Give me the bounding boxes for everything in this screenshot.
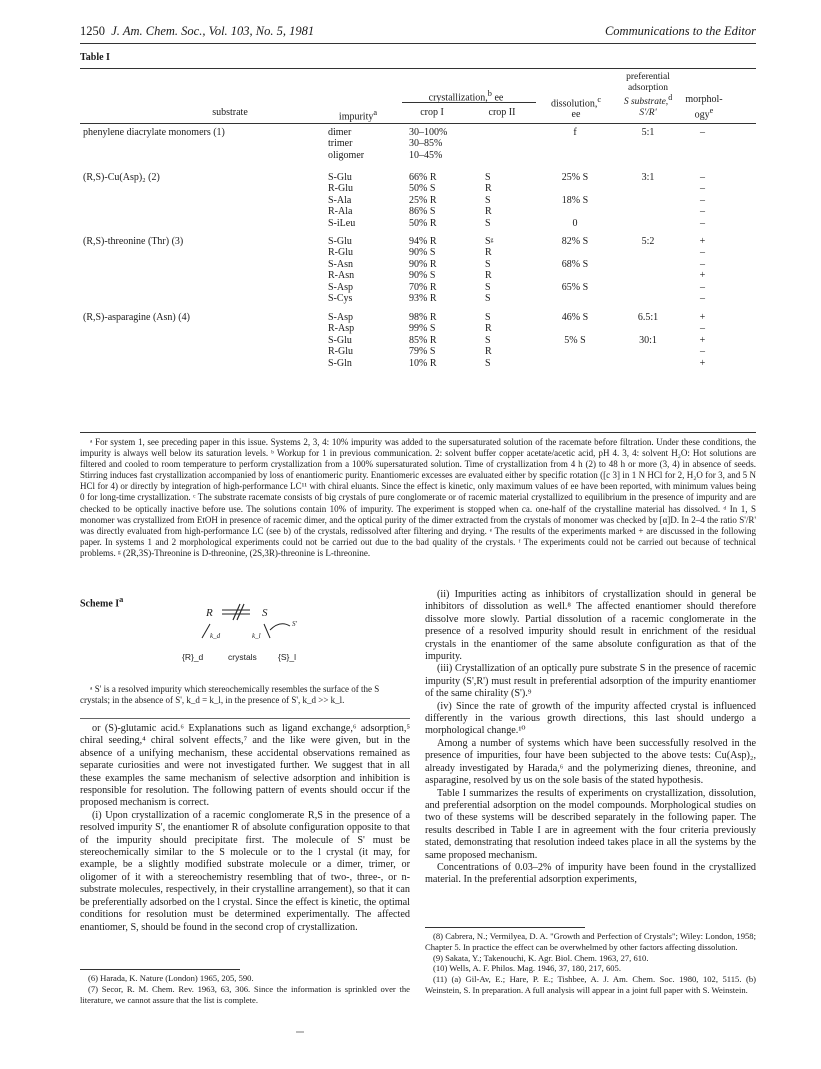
s-prime-arrow: [270, 624, 290, 630]
references-right: [425, 931, 756, 996]
table-cell-crop2: S: [485, 172, 491, 183]
table-cell-impurity: R-Asn: [328, 270, 355, 282]
table-cell-adsorption: [618, 138, 678, 149]
table-cell-adsorption: 5:1: [641, 127, 655, 138]
scheme-label-r: R: [206, 607, 213, 619]
scheme-crystals-label: crystals: [228, 652, 257, 662]
references-left: [80, 973, 410, 1005]
table-cell-adsorption: [618, 358, 678, 369]
table-cell-dissolution: [545, 183, 605, 194]
body-paragraph: Concentrations of 0.03–2% of impurity have been found in the crystallized material. In the preferential adsorption experiments,: [425, 861, 756, 886]
table-cell-crop1: 10% R: [409, 357, 437, 369]
table-cell-impurity: S-Ala: [328, 194, 352, 206]
table-cell-adsorption: 6.5:1: [637, 312, 659, 323]
table-title: Table I: [80, 52, 110, 63]
table-cell-crop1-column: [409, 127, 447, 161]
table-cell-crop2: R: [485, 247, 492, 259]
running-head-left: [80, 24, 314, 39]
table-cell-substrate: (R,S)-asparagine (Asn) (4): [83, 312, 190, 323]
table-cell-adsorption: [618, 282, 678, 293]
table-cell-crop1: 85% R: [409, 334, 437, 346]
table-cell-impurity: trimer: [328, 138, 353, 150]
footnote-mark-e: e: [709, 105, 714, 115]
table-cell-crop1: 30–100%: [409, 127, 448, 138]
table-top-rule: [80, 68, 756, 69]
body-paragraph: Among a number of systems which have been successfully resolved in the presence of impurities, four have been subjected to the above tests: Cu(Asp)₂, already investigated by Harada,⁶ and the polymerizing dienes, threonine, and asparagine, resolved by us on the sole basis of the stated hypothesis.: [425, 737, 756, 787]
table-cell-crop1: 66% R: [409, 172, 437, 183]
table-cell-morphology: –: [700, 281, 705, 293]
table-cell-crop2: R: [485, 206, 492, 218]
header-rule: [80, 43, 756, 44]
table-cell-morphology: +: [699, 357, 706, 369]
table-cell-crop1: 50% S: [409, 183, 436, 195]
table-cell-morphology: –: [700, 206, 705, 218]
table-cell-adsorption-column: [618, 236, 678, 304]
table-cell-crop2: S: [485, 292, 491, 304]
table-cell-morphology: –: [700, 127, 705, 138]
table-cell-dissolution: 0: [572, 217, 578, 229]
section-title: Communications to the Editor: [604, 24, 756, 38]
table-cell-crop1: 50% R: [409, 217, 437, 229]
references-rule-left: [80, 969, 240, 970]
table-cell-morphology: [680, 138, 725, 149]
references-rule-right: [425, 927, 585, 928]
table-cell-adsorption: [618, 183, 678, 194]
table-cell-dissolution: [545, 293, 605, 304]
footnote-mark-b: b: [487, 89, 492, 98]
table-cell-dissolution: 68% S: [561, 258, 589, 270]
table-cell-morphology: –: [700, 258, 705, 270]
table-cell-crop1: 70% R: [409, 281, 437, 293]
reference-item: (8) Cabrera, N.; Vermilyea, D. A. "Growth and Perfection of Crystals"; Wiley: London, 1958; Chapter 5. In practice the effect can be overwhelmed by other factors affecting dissolution.: [425, 931, 756, 952]
table-cell-crop1: 90% S: [409, 270, 436, 282]
equilibrium-not-symbol: [222, 604, 250, 620]
footnote-mark-d: d: [668, 93, 673, 102]
table-cell-dissolution: [545, 358, 605, 369]
table-cell-impurity: S-Glu: [328, 236, 352, 247]
reference-item: (10) Wells, A. F. Philos. Mag. 1946, 37, 180, 217, 605.: [433, 963, 622, 974]
scheme-s-crystal-label: {S}_l: [278, 652, 296, 662]
table-cell-morphology-column: [680, 236, 725, 304]
table-cell-impurity: R-Glu: [328, 247, 353, 259]
body-right-column: [425, 589, 756, 887]
header-adsorption: [620, 72, 676, 118]
table-cell-morphology: +: [699, 334, 706, 346]
table-cell-impurity-column: [328, 236, 354, 304]
table-cell-crop1: 99% S: [409, 323, 436, 335]
table-cell-impurity: R-Ala: [328, 206, 353, 218]
table-cell-morphology: –: [700, 247, 705, 259]
table-bottom-rule: [80, 432, 756, 433]
table-cell-dissolution: [545, 346, 605, 357]
table-cell-adsorption: 30:1: [639, 334, 657, 346]
table-cell-morphology-column: [680, 312, 725, 369]
table-cell-adsorption: [618, 259, 678, 270]
table-cell-crop1: 86% S: [409, 206, 436, 218]
table-cell-morphology: –: [700, 172, 705, 183]
table-cell-adsorption: 5:2: [641, 236, 655, 247]
table-cell-morphology: –: [700, 183, 705, 195]
table-cell-adsorption: [618, 150, 678, 161]
table-cell-impurity: R-Glu: [328, 346, 353, 358]
table-cell-impurity: S-Asp: [328, 312, 354, 323]
table-cell-crop1: 30–85%: [409, 138, 443, 150]
header-dissolution-ee: ee: [571, 108, 581, 120]
table-cell-crop2: S: [485, 312, 491, 323]
scheme-kl-label: k_l: [252, 632, 261, 640]
table-cell-adsorption: [618, 293, 678, 304]
table-cell-crop2: Sᵍ: [485, 236, 494, 247]
table-cell-dissolution: [545, 150, 605, 161]
table-cell-dissolution: [545, 138, 605, 149]
table-cell-morphology-column: [680, 127, 725, 161]
table-cell-morphology: +: [699, 236, 706, 247]
table-cell-crop2: R: [485, 270, 492, 282]
table-cell-substrate: phenylene diacrylate monomers (1): [83, 127, 225, 138]
table-cell-crop2: R: [485, 323, 492, 335]
table-cell-morphology: –: [700, 323, 705, 335]
table-cell-impurity-column: [328, 172, 355, 229]
table-cell-crop1-column: [409, 172, 437, 229]
header-morphology: [678, 95, 730, 120]
page-mark: [296, 1031, 304, 1033]
scheme-r-crystal-label: {R}_d: [182, 652, 204, 662]
table-cell-crop2: S: [485, 217, 491, 229]
table-cell-crop1: 90% S: [409, 247, 436, 259]
table-cell-impurity: oligomer: [328, 149, 365, 161]
header-impurity-text: impurity: [338, 111, 374, 123]
table-cell-crop2: S: [485, 281, 491, 293]
header-crop1: crop I: [420, 107, 444, 118]
table-cell-adsorption: [618, 270, 678, 281]
table-cell-crop2: S: [485, 258, 491, 270]
table-cell-crop2: S: [485, 334, 491, 346]
scheme-title-text: Scheme I: [80, 598, 120, 610]
table-cell-adsorption: [618, 247, 678, 258]
header-dissolution: [540, 95, 612, 120]
table-cell-dissolution: 46% S: [561, 312, 589, 323]
scheme-s-prime-label: S': [292, 620, 297, 628]
footnote-mark-c: c: [597, 95, 602, 104]
table-cell-dissolution-column: [545, 172, 605, 229]
table-cell-morphology: –: [700, 194, 705, 206]
table-cell-dissolution: 82% S: [561, 236, 589, 247]
reference-item: (7) Secor, R. M. Chem. Rev. 1963, 63, 306. Since the information is sprinkled over the literature, we cannot assure that the list is complete.: [80, 983, 410, 1005]
table-cell-crop2: S: [485, 194, 491, 206]
body-left-column: [80, 723, 410, 934]
table-cell-impurity: S-iLeu: [328, 217, 356, 229]
table-cell-impurity: S-Gln: [328, 357, 352, 369]
table-cell-dissolution: [545, 206, 605, 217]
table-cell-crop1-column: [409, 312, 437, 369]
journal-citation: J. Am. Chem. Soc., Vol. 103, No. 5, 1981: [111, 24, 315, 38]
table-cell-dissolution: 25% S: [561, 172, 589, 183]
header-morphology-line2: ogy: [694, 108, 710, 120]
table-cell-adsorption: [618, 346, 678, 357]
table-cell-crop1: 79% S: [409, 346, 436, 358]
table-cell-crop2-column: [485, 312, 492, 369]
header-adsorption-line2: adsorption: [627, 82, 669, 93]
table-cell-morphology: –: [700, 292, 705, 304]
table-cell-impurity: S-Asn: [328, 258, 354, 270]
table-cell-morphology-column: [680, 172, 725, 229]
table-cell-impurity-column: [328, 127, 364, 161]
table-cell-dissolution-column: [545, 236, 605, 304]
table-cell-morphology: +: [699, 312, 706, 323]
header-morphology-line1: morphol-: [685, 94, 723, 105]
reference-item: (6) Harada, K. Nature (London) 1965, 205, 590.: [88, 973, 254, 983]
table-cell-impurity: R-Glu: [328, 183, 353, 195]
table-cell-crop1: 10–45%: [409, 149, 443, 161]
table-cell-dissolution: [545, 270, 605, 281]
header-crystallization-text: crystallization,: [428, 92, 488, 104]
table-cell-crop2: R: [485, 183, 492, 195]
body-paragraph: (i) Upon crystallization of a racemic conglomerate R,S in the presence of a resolved impurity S', the enantiomer R of absolute configuration opposite to that of the impurity should precipitate first. The molecule of S' must be stereochemically similar to the S molecule or to the l crystal (it may, for example, be a slightly modified substrate molecule or a dimer, trimer, or oligomer of it with a stereochemistry resembling that of two-, three-, or n-substrate molecules, respectively, in their crystalline arrangement), so that it can be preferentially adsorbed on the l crystal. Since the effect is kinetic, the optimal conditions for resolution must be determined experimentally. The affected enantiomer, S, should be found in the second crop of crystallization.: [80, 809, 410, 933]
table-cell-impurity: R-Asp: [328, 323, 355, 335]
scheme-rule: [80, 718, 410, 719]
table-header-rule: [80, 123, 756, 124]
header-substrate: substrate: [212, 107, 248, 118]
table-cell-impurity: S-Glu: [328, 334, 352, 346]
table-cell-crop2-column: [485, 236, 494, 304]
table-cell-impurity: dimer: [328, 127, 352, 138]
table-cell-impurity: S-Asp: [328, 281, 354, 293]
table-cell-substrate: (R,S)-Cu(Asp)₂ (2): [83, 172, 160, 183]
body-paragraph: Table I summarizes the results of experiments on crystallization, dissolution, and preferential adsorption on the model compounds. Morphological studies on two of these systems will be described separately in the following paper. The results described in Table I are in agreement with the four criteria previously stated, demonstrating that resolution indeed takes place in all the systems by the same proposed mechanism.: [425, 787, 756, 861]
table-cell-morphology: –: [700, 217, 705, 229]
table-cell-adsorption: [618, 195, 678, 206]
table-cell-adsorption-column: [618, 172, 678, 229]
table-cell-crop1: 90% R: [409, 258, 437, 270]
crystallization-subrule: [402, 102, 536, 103]
table-cell-dissolution: [545, 323, 605, 334]
table-cell-morphology: +: [699, 270, 706, 282]
scheme-footnote: ᵃ S' is a resolved impurity which stereochemically resembles the surface of the S crystals; in the absence of S', k_d = k_l, in the presence of S', k_d >> k_l.: [80, 684, 380, 706]
running-head: [80, 24, 756, 42]
scheme-title: [80, 595, 123, 609]
header-adsorption-line1: preferential: [626, 72, 670, 82]
table-cell-dissolution: 65% S: [561, 281, 589, 293]
scheme-kd-label: k_d: [210, 632, 221, 640]
body-paragraph: or (S)-glutamic acid.⁶ Explanations such as ligand exchange,⁶ adsorption,⁵ chiral seeding,⁴ chiral solvent effects,⁷ and the like were given, but in the absence of a unifying mechanism, these accidental observations remained as separate curiosities and were not investigated further. We suggest that in all these examples the same mechanism of selective adsorption and inhibition is responsible for resolution. The following pattern of events should occur if the proposed mechanism is correct.: [80, 723, 410, 809]
body-paragraph: (ii) Impurities acting as inhibitors of crystallization should in general be inhibitors of dissolution as well.⁸ The affected enantiomer should therefore dissolve more slowly. Partial dissolution of a racemic conglomerate in the presence of a resolved impurity should result in enrichment of the residual crystals in the enantiomer of the same absolute configuration as that of the impurity.: [425, 589, 756, 663]
table-cell-dissolution-column: [545, 127, 605, 161]
scheme-diagram: [170, 598, 320, 678]
table-cell-crop1: 25% R: [409, 194, 437, 206]
header-adsorption-line3-text: S substrate,: [623, 97, 669, 108]
table-cell-adsorption: [618, 323, 678, 334]
arrow-kd: [202, 624, 210, 638]
table-cell-adsorption: [618, 218, 678, 229]
reference-item: (11) (a) Gil-Av, E.; Hare, P. E.; Tishbee, A. J. Am. Chem. Soc. 1980, 102, 5115. (b) Weinstein, S. In preparation. A full analysis will appear in a joint full paper with S. Weinstein.: [425, 974, 756, 995]
table-cell-crop1-column: [409, 236, 437, 304]
table-footnote: ᵃ For system 1, see preceding paper in this issue. Systems 2, 3, 4: 10% impurity was added to the supersaturated solution of the racemate before filtration. Under these conditions, the impurity is always well below its saturation levels. ᵇ Workup for 1 in previous communication. 2: solvent buffer copper acetate/acetic acid, pH 4. 3, 4: solvent H₂O: Hot solutions are filtered and cooled to room temperature to perform crystallization from a 100% supersaturated solution. Time of crystallization from 4 h (2) to 48 h or more (3, 4) in absence of seeds. Stirring induces fast crystallization accompanied by loss of enantiomeric purity. Enantiomeric excesses are evaluated either by specific rotation ([c 3] in 1 N HCl for 2, H₂O for 3, and 5 N HCl for 4) or directly by integration of high-performance LC¹¹ with chiral eluants. Since the effect is kinetic, only maximum values of ee have been reported, with minimum values being 0 for long-time crystallization. ᶜ The substrate racemate consists of big crystals of pure conglomerate or of racemic material crystallized to equilibrium in the presence of impurity and are checked to be optically inactive before use. The solutions contain 10% of impurity. The experiment is stopped when ca. one-half of the crystalline material has dissolved. ᵈ In 1, S monomer was crystallized from EtOH in presence of racemic dimer, and the optical purity of the dimer extracted from the crystals of monomer was checked by [α]D. In 2–4 the ratio S'/R' was directly evaluated from high-performance LC (see b) of the crystals, redissolved after filtering and drying. ᵉ The results of the experiments marked + are discussed in the following paper. In systems 1 and 2 morphological experiments could not be carried out due to the bad quality of the crystals. ᶠ The experiments could not be carried out because of technical problems. ᵍ (2R,3S)-Threonine is D-threonine, (2S,3R)-threonine is L-threonine.: [80, 437, 756, 558]
table-cell-crop2: R: [485, 346, 492, 358]
table-cell-crop1: 98% R: [409, 312, 437, 323]
table-cell-adsorption: [618, 206, 678, 217]
scheme-footnote-mark: a: [119, 595, 124, 604]
footnote-mark-a: a: [373, 108, 378, 117]
table-cell-impurity: S-Cys: [328, 292, 353, 304]
table-cell-impurity-column: [328, 312, 354, 369]
table-cell-dissolution-column: [545, 312, 605, 369]
header-crystallization-ee: ee: [491, 92, 504, 104]
reference-item: (9) Sakata, Y.; Takenouchi, K. Agr. Biol. Chem. 1963, 27, 610.: [433, 952, 649, 963]
body-paragraph: (iii) Crystallization of an optically pure substrate S in the presence of racemic impurity (S',R') must result in preferential adsorption of the impurity enantiomer of the same chirality (S').⁹: [425, 663, 756, 700]
scheme-label-s: S: [262, 607, 268, 619]
page-number: 1250: [80, 24, 105, 38]
table-cell-morphology: –: [700, 346, 705, 358]
header-impurity: [323, 108, 393, 123]
header-dissolution-text: dissolution,: [550, 98, 598, 110]
table-cell-morphology: [680, 150, 725, 161]
arrow-kl: [264, 624, 270, 638]
equilibrium-slash-1: [233, 604, 240, 620]
table-cell-crop2-column: [485, 172, 492, 229]
table-cell-impurity: S-Glu: [328, 172, 352, 183]
table-cell-dissolution: [545, 247, 605, 258]
table-cell-dissolution: 5% S: [564, 334, 586, 346]
table-cell-adsorption-column: [618, 312, 678, 369]
table-cell-substrate: (R,S)-threonine (Thr) (3): [83, 236, 184, 247]
table-cell-crop1: 94% R: [409, 236, 437, 247]
table-cell-dissolution: 18% S: [561, 194, 589, 206]
body-paragraph: (iv) Since the rate of growth of the impurity affected crystal is influenced differently in the various growth directions, this last should undergo a morphological change.¹⁰: [425, 700, 756, 737]
header-crop2: crop II: [488, 107, 516, 118]
header-adsorption-line3: [620, 93, 676, 108]
table-cell-adsorption-column: [618, 127, 678, 161]
table-cell-adsorption: 3:1: [641, 172, 655, 183]
equilibrium-slash-2: [237, 604, 244, 620]
table-cell-crop2: S: [485, 357, 491, 369]
table-cell-dissolution: f: [573, 127, 577, 138]
table-cell-crop1: 93% R: [409, 292, 437, 304]
header-adsorption-line4: S'/R': [639, 107, 657, 118]
